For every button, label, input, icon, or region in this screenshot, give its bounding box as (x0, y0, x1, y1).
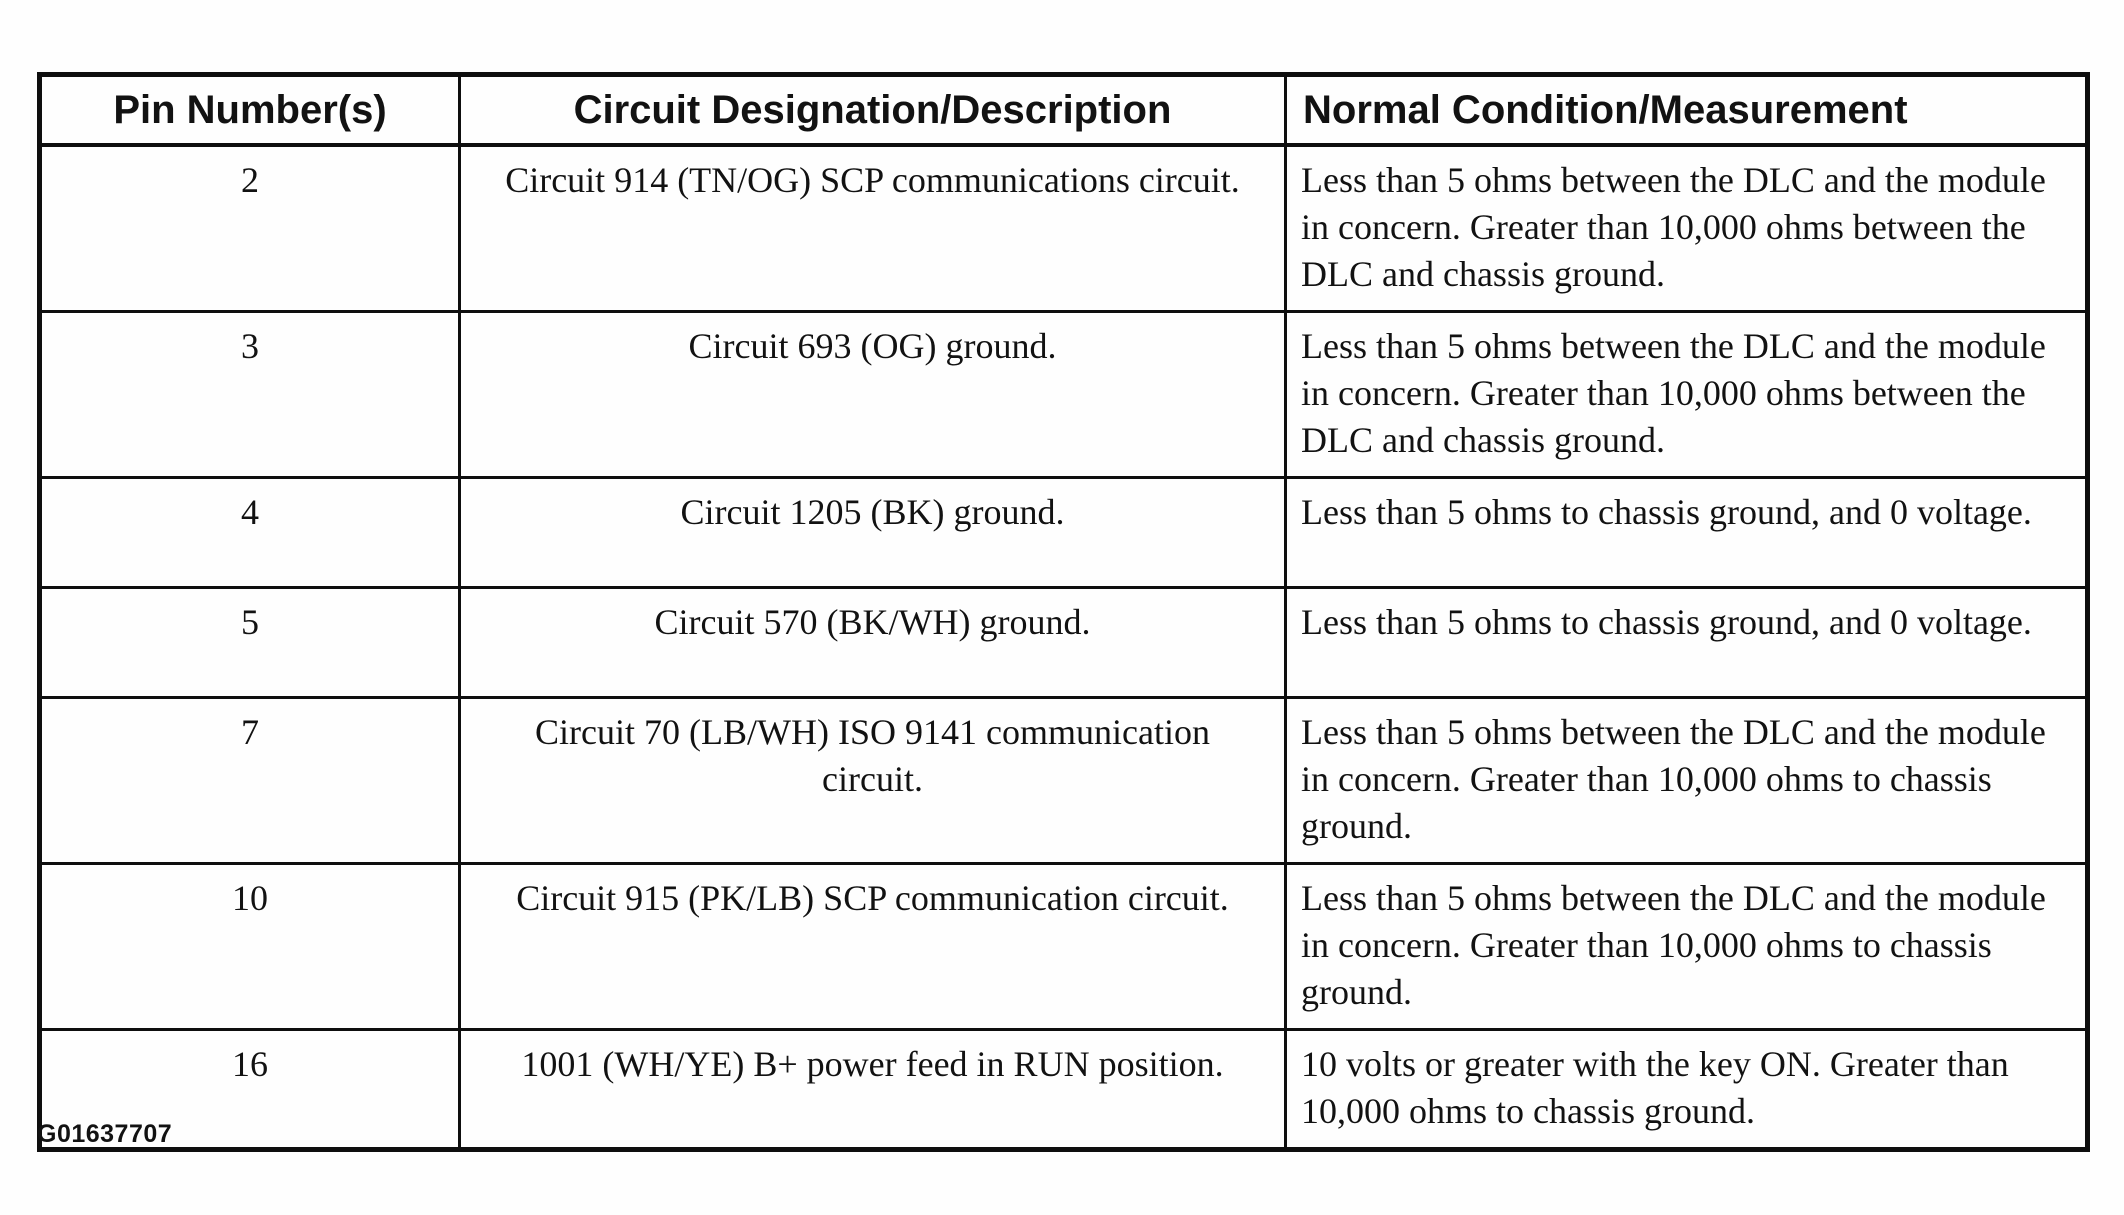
table-row (40, 312, 2088, 478)
table-row (40, 145, 2088, 312)
circuit-cell: Circuit 70 (LB/WH) ISO 9141 communication circuit. (460, 698, 1286, 864)
condition-cell: Less than 5 ohms to chassis ground, and 0 voltage. (1286, 478, 2088, 588)
circuit-cell: Circuit 570 (BK/WH) ground. (460, 588, 1286, 698)
col-header-normal-condition: Normal Condition/Measurement (1286, 75, 2088, 146)
table-row (40, 864, 2088, 1030)
table-row (40, 478, 2088, 588)
circuit-cell: Circuit 914 (TN/OG) SCP communications circuit. (460, 145, 1286, 312)
condition-cell: Less than 5 ohms between the DLC and the module in concern. Greater than 10,000 ohms between the DLC and chassis ground. (1286, 145, 2088, 312)
circuit-cell: Circuit 915 (PK/LB) SCP communication circuit. (460, 864, 1286, 1030)
condition-cell: Less than 5 ohms to chassis ground, and 0 voltage. (1286, 588, 2088, 698)
circuit-cell: Circuit 1205 (BK) ground. (460, 478, 1286, 588)
col-header-circuit-designation: Circuit Designation/Description (460, 75, 1286, 146)
circuit-cell: 1001 (WH/YE) B+ power feed in RUN position. (460, 1030, 1286, 1150)
pin-cell: 3 (40, 312, 460, 478)
pin-cell: 2 (40, 145, 460, 312)
dlc-pin-test-table (37, 72, 2090, 1152)
table-header-row (40, 75, 2088, 146)
col-header-pin-numbers: Pin Number(s) (40, 75, 460, 146)
circuit-cell: Circuit 693 (OG) ground. (460, 312, 1286, 478)
table-row (40, 698, 2088, 864)
pin-cell: 4 (40, 478, 460, 588)
pin-cell: 16 (40, 1030, 460, 1150)
condition-cell: Less than 5 ohms between the DLC and the module in concern. Greater than 10,000 ohms to chassis ground. (1286, 698, 2088, 864)
table-row (40, 588, 2088, 698)
pin-cell: 5 (40, 588, 460, 698)
figure-code-label: G01637707 (37, 1120, 173, 1148)
condition-cell: Less than 5 ohms between the DLC and the module in concern. Greater than 10,000 ohms between the DLC and chassis ground. (1286, 312, 2088, 478)
pin-cell: 7 (40, 698, 460, 864)
condition-cell: Less than 5 ohms between the DLC and the module in concern. Greater than 10,000 ohms to chassis ground. (1286, 864, 2088, 1030)
condition-cell: 10 volts or greater with the key ON. Greater than 10,000 ohms to chassis ground. (1286, 1030, 2088, 1150)
pin-cell: 10 (40, 864, 460, 1030)
table-row (40, 1030, 2088, 1150)
